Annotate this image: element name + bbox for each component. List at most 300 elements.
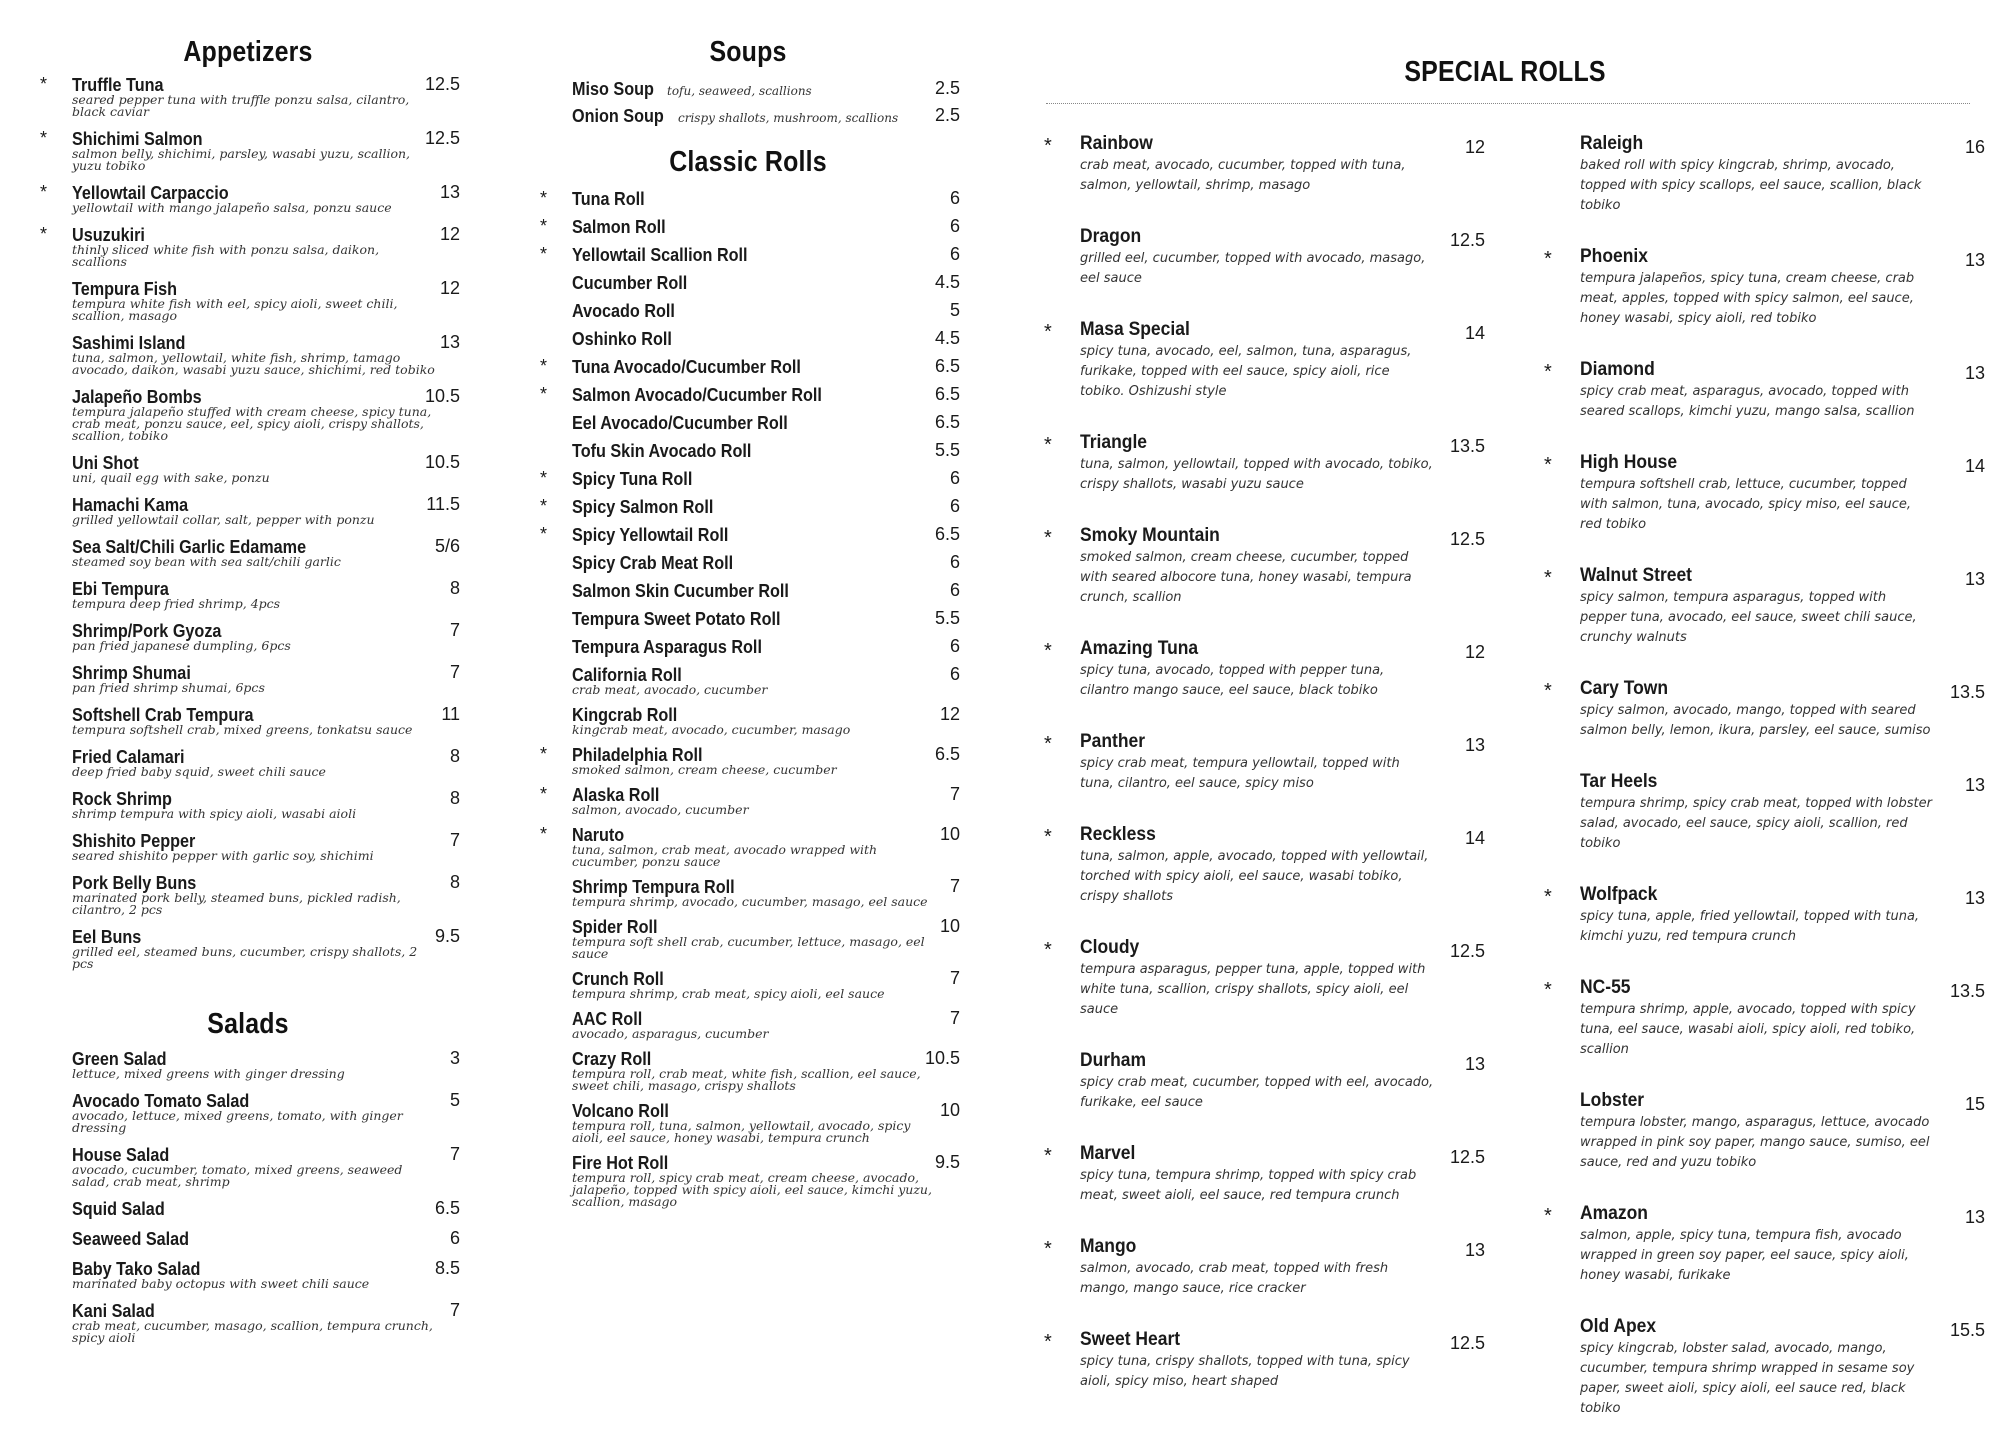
menu-item [1540, 243, 1985, 329]
menu-item [536, 965, 960, 1000]
item-name: Lobster [1580, 1090, 1645, 1111]
item-description: crab meat, avocado, cucumber [572, 682, 768, 697]
raw-fish-asterisk: * [540, 356, 548, 376]
raw-fish-asterisk: * [540, 468, 548, 488]
item-name: Rock Shrimp [72, 789, 172, 809]
item-price: 6.5 [434, 1198, 460, 1218]
item-price: 6.5 [934, 412, 960, 432]
item-name: Uni Shot [72, 453, 139, 473]
item-price: 6 [949, 216, 960, 236]
item-price: 13 [1964, 250, 1985, 270]
item-description: tempura softshell crab, mixed greens, tonkatsu sauce [72, 722, 413, 737]
item-price: 13 [1464, 1240, 1485, 1260]
menu-item [536, 325, 960, 348]
item-description: tempura jalapeño stuffed with cream cheese, spicy tuna, crab meat, ponzu sauce, eel, spicy aioli, crispy shallots, scallion, tobiko [72, 404, 432, 443]
item-price: 10.5 [424, 452, 460, 472]
item-name: Cloudy [1080, 937, 1140, 958]
item-price: 4.5 [934, 328, 960, 348]
item-name: Sea Salt/Chili Garlic Edamame [72, 537, 307, 557]
menu-item [36, 575, 460, 610]
item-price: 13.5 [1949, 682, 1985, 702]
raw-fish-asterisk: * [1044, 939, 1052, 961]
item-name: Mango [1080, 1236, 1137, 1257]
item-name: Salmon Avocado/Cucumber Roll [572, 385, 822, 405]
menu-item [536, 297, 960, 320]
item-price: 7 [449, 1144, 460, 1164]
item-description: tempura shrimp, spicy crab meat, topped with lobster salad, avocado, eel sauce, spicy aioli, scallion, red tobiko [1580, 796, 1932, 851]
item-description: spicy tuna, crispy shallots, topped with tuna, spicy aioli, spicy miso, heart shaped [1080, 1354, 1410, 1389]
item-name: Philadelphia Roll [572, 745, 703, 765]
appetizers-heading: Appetizers [183, 36, 313, 68]
item-description: spicy salmon, tempura asparagus, topped with pepper tuna, avocado, eel sauce, sweet chili sauce, crunchy walnuts [1580, 590, 1917, 645]
item-name: Phoenix [1580, 246, 1648, 267]
item-name: Sweet Heart [1080, 1329, 1181, 1350]
item-name: Shrimp Shumai [72, 663, 191, 683]
item-price: 13.5 [1949, 981, 1985, 1001]
raw-fish-asterisk: * [40, 128, 48, 148]
item-name: Fried Calamari [72, 747, 185, 767]
item-description: tempura shrimp, crab meat, spicy aioli, eel sauce [572, 986, 885, 1001]
item-description: tempura shrimp, avocado, cucumber, masago, eel sauce [572, 894, 928, 909]
menu-item [36, 617, 460, 652]
item-price: 8 [449, 578, 460, 598]
menu-item [36, 329, 460, 376]
menu-item [536, 381, 960, 404]
item-description: tuna, salmon, apple, avocado, topped with yellowtail, torched with spicy aioli, eel sauce, wasabi tobiko, crispy shallots [1080, 849, 1429, 904]
item-price: 9.5 [434, 926, 460, 946]
item-description: tempura roll, tuna, salmon, yellowtail, avocado, spicy aioli, eel sauce, honey wasabi, tempura crunch [572, 1118, 911, 1145]
item-name: Eel Buns [72, 927, 142, 947]
menu-item [536, 549, 960, 572]
menu-item [536, 353, 960, 376]
item-description: tuna, salmon, yellowtail, topped with avocado, tobiko, crispy shallots, wasabi yuzu sauce [1080, 457, 1433, 492]
item-description: crispy shallots, mushroom, scallions [677, 111, 899, 125]
item-price: 7 [949, 876, 960, 896]
item-price: 13 [1464, 735, 1485, 755]
menu-item [1040, 635, 1485, 701]
item-description: spicy crab meat, tempura yellowtail, topped with tuna, cilantro, eel sauce, spicy miso [1080, 756, 1400, 791]
item-name: Squid Salad [72, 1199, 165, 1219]
menu-item [1540, 356, 1985, 422]
item-description: tempura jalapeños, spicy tuna, cream cheese, crab meat, apples, topped with spicy salmon, eel sauce, honey wasabi, spicy aioli, red tobiko [1580, 271, 1915, 326]
item-price: 12 [939, 704, 960, 724]
raw-fish-asterisk: * [1044, 1238, 1052, 1260]
item-price: 6 [949, 552, 960, 572]
item-price: 3 [449, 1048, 460, 1068]
item-description: tempura roll, spicy crab meat, cream cheese, avocado, jalapeño, topped with spicy aioli, eel sauce, kimchi yuzu, scallion, masago [572, 1170, 932, 1209]
item-price: 7 [949, 1008, 960, 1028]
item-description: uni, quail egg with sake, ponzu [72, 470, 270, 485]
item-description: tempura softshell crab, lettuce, cucumber, topped with salmon, tuna, avocado, spicy miso, eel sauce, red tobiko [1580, 477, 1912, 532]
item-name: Dragon [1080, 226, 1142, 247]
item-price: 7 [449, 662, 460, 682]
item-price: 13.5 [1449, 436, 1485, 456]
item-description: tuna, salmon, crab meat, avocado wrapped with cucumber, ponzu sauce [572, 842, 878, 869]
item-name: Kingcrab Roll [572, 705, 678, 725]
menu-item [36, 179, 460, 214]
item-price: 12 [1464, 137, 1485, 157]
item-description: tempura shrimp, apple, avocado, topped with spicy tuna, eel sauce, wasabi aioli, spicy aioli, red tobiko, scallion [1580, 1002, 1916, 1057]
item-price: 11 [441, 704, 460, 724]
item-description: tuna, salmon, yellowtail, white fish, shrimp, tamago avocado, daikon, wasabi yuzu sauce, shichimi, red tobiko [72, 350, 435, 377]
item-description: smoked salmon, cream cheese, cucumber [572, 762, 837, 777]
menu-item [36, 1225, 460, 1248]
item-price: 8 [449, 872, 460, 892]
item-price: 16 [1964, 137, 1985, 157]
item-description: grilled eel, cucumber, topped with avocado, masago, eel sauce [1080, 251, 1426, 286]
raw-fish-asterisk: * [540, 384, 548, 404]
item-price: 12.5 [1449, 529, 1485, 549]
menu-item [1040, 728, 1485, 794]
item-price: 6 [949, 188, 960, 208]
item-description: tempura lobster, mango, asparagus, lettuce, avocado wrapped in pink soy paper, mango sauce, sumiso, eel sauce, red and yuzu tobiko [1580, 1115, 1930, 1170]
menu-item [536, 661, 960, 696]
item-name: Salmon Skin Cucumber Roll [572, 581, 789, 601]
item-name: Spider Roll [572, 917, 658, 937]
soups-list [536, 75, 960, 128]
item-name: California Roll [572, 665, 682, 685]
menu-item [36, 1045, 460, 1080]
menu-item [1540, 974, 1985, 1060]
item-description: pan fried shrimp shumai, 6pcs [72, 680, 265, 695]
menu-item [536, 213, 960, 236]
item-name: Seaweed Salad [72, 1229, 190, 1249]
menu-item [36, 1195, 460, 1218]
menu-item [536, 409, 960, 432]
appetizers-salads-column [36, 0, 460, 1351]
item-name: Truffle Tuna [72, 75, 164, 95]
dotted-divider [1046, 103, 1970, 104]
item-name: Tar Heels [1580, 771, 1658, 792]
item-name: Baby Tako Salad [72, 1259, 201, 1279]
raw-fish-asterisk: * [540, 784, 548, 804]
item-price: 4.5 [934, 272, 960, 292]
menu-item [1040, 130, 1485, 196]
item-price: 6 [949, 244, 960, 264]
item-price: 6 [949, 468, 960, 488]
item-name: Spicy Salmon Roll [572, 497, 714, 517]
item-price: 12.5 [1449, 230, 1485, 250]
item-name: High House [1580, 452, 1678, 473]
item-price: 2.5 [934, 78, 960, 98]
item-name: Amazon [1580, 1203, 1648, 1224]
item-price: 14 [1464, 323, 1485, 343]
item-description: yellowtail with mango jalapeño salsa, ponzu sauce [72, 200, 392, 215]
item-price: 6.5 [934, 524, 960, 544]
item-description: avocado, asparagus, cucumber [572, 1026, 769, 1041]
raw-fish-asterisk: * [540, 244, 548, 264]
item-name: Shrimp/Pork Gyoza [72, 621, 222, 641]
menu-item [536, 701, 960, 736]
raw-fish-asterisk: * [40, 74, 48, 94]
menu-item [536, 913, 960, 960]
item-name: Yellowtail Scallion Roll [572, 245, 748, 265]
item-name: Old Apex [1580, 1316, 1657, 1337]
item-name: Crunch Roll [572, 969, 664, 989]
menu-item [1540, 449, 1985, 535]
item-price: 2.5 [934, 105, 960, 125]
menu-item [1040, 934, 1485, 1020]
item-name: Tuna Avocado/Cucumber Roll [572, 357, 801, 377]
menu-item [36, 383, 460, 442]
soup-item [536, 102, 960, 128]
item-description: spicy kingcrab, lobster salad, avocado, mango, cucumber, tempura shrimp wrapped in sesame soy paper, sweet aioli, spicy aioli, eel sauce red, black tobiko [1580, 1341, 1915, 1416]
menu-item [1040, 821, 1485, 907]
item-description: spicy tuna, apple, fried yellowtail, topped with tuna, kimchi yuzu, red tempura crunch [1580, 909, 1920, 944]
item-name: Alaska Roll [572, 785, 660, 805]
item-description: pan fried japanese dumpling, 6pcs [72, 638, 291, 653]
item-description: steamed soy bean with sea salt/chili garlic [72, 554, 341, 569]
item-name: Oshinko Roll [572, 329, 672, 349]
menu-item [36, 1087, 460, 1134]
item-price: 15.5 [1949, 1320, 1985, 1340]
salads-list [36, 1045, 460, 1344]
item-description: avocado, lettuce, mixed greens, tomato, with ginger dressing [72, 1108, 403, 1135]
raw-fish-asterisk: * [1044, 826, 1052, 848]
item-description: spicy tuna, avocado, topped with pepper tuna, cilantro mango sauce, eel sauce, black tobiko [1080, 663, 1385, 698]
soups-classic-column [536, 0, 960, 1213]
item-description: salmon belly, shichimi, parsley, wasabi yuzu, scallion, yuzu tobiko [72, 146, 411, 173]
menu-item [536, 269, 960, 292]
item-name: Shichimi Salmon [72, 129, 203, 149]
menu-item [36, 71, 460, 118]
item-price: 13 [1964, 363, 1985, 383]
item-price: 13 [1464, 1054, 1485, 1074]
item-name: Salmon Roll [572, 217, 666, 237]
item-price: 10 [939, 1100, 960, 1120]
item-price: 15 [1964, 1094, 1985, 1114]
item-name: Durham [1080, 1050, 1147, 1071]
menu-item [536, 1149, 960, 1208]
item-price: 6.5 [934, 384, 960, 404]
item-price: 12.5 [424, 74, 460, 94]
classic-rolls-list [536, 185, 960, 1208]
raw-fish-asterisk: * [540, 496, 548, 516]
raw-fish-asterisk: * [1044, 527, 1052, 549]
item-price: 5/6 [434, 536, 460, 556]
menu-item [36, 701, 460, 736]
item-price: 12 [439, 278, 460, 298]
item-price: 10.5 [424, 386, 460, 406]
menu-item [1040, 1233, 1485, 1299]
item-name: Cucumber Roll [572, 273, 688, 293]
soup-item [536, 75, 960, 101]
menu-item [1040, 429, 1485, 495]
raw-fish-asterisk: * [40, 224, 48, 244]
item-description: salmon, apple, spicy tuna, tempura fish, avocado wrapped in green soy paper, eel sauce, spicy aioli, honey wasabi, furikake [1580, 1228, 1909, 1283]
raw-fish-asterisk: * [1544, 680, 1552, 702]
menu-item [1040, 1047, 1485, 1113]
menu-item [36, 275, 460, 322]
item-price: 12.5 [1449, 1333, 1485, 1353]
raw-fish-asterisk: * [1544, 567, 1552, 589]
menu-item [36, 125, 460, 172]
item-description: lettuce, mixed greens with ginger dressing [72, 1066, 345, 1081]
item-price: 6.5 [934, 356, 960, 376]
item-name: Fire Hot Roll [572, 1153, 669, 1173]
item-price: 12.5 [424, 128, 460, 148]
menu-item [536, 521, 960, 544]
item-description: tempura deep fried shrimp, 4pcs [72, 596, 281, 611]
raw-fish-asterisk: * [1544, 454, 1552, 476]
item-name: Crazy Roll [572, 1049, 652, 1069]
menu-item [536, 577, 960, 600]
raw-fish-asterisk: * [1544, 1205, 1552, 1227]
menu-item [36, 221, 460, 268]
menu-item [36, 869, 460, 916]
menu-item [1540, 1313, 1985, 1419]
item-name: Tuna Roll [572, 189, 645, 209]
menu-item [1540, 675, 1985, 741]
menu-item [536, 1097, 960, 1144]
item-price: 5.5 [934, 440, 960, 460]
item-name: Raleigh [1580, 133, 1644, 154]
raw-fish-asterisk: * [1044, 1145, 1052, 1167]
special-rolls-section [1040, 0, 1985, 1416]
item-name: Spicy Crab Meat Roll [572, 553, 734, 573]
item-description: crab meat, cucumber, masago, scallion, tempura crunch, spicy aioli [72, 1318, 433, 1345]
item-description: grilled yellowtail collar, salt, pepper with ponzu [72, 512, 375, 527]
item-description: tempura soft shell crab, cucumber, lettuce, masago, eel sauce [572, 934, 925, 961]
item-description: spicy crab meat, cucumber, topped with eel, avocado, furikake, eel sauce [1080, 1075, 1434, 1110]
item-name: Miso Soup [572, 79, 654, 99]
item-price: 6 [949, 636, 960, 656]
item-description: grilled eel, steamed buns, cucumber, crispy shallots, 2 pcs [72, 944, 418, 971]
item-price: 9.5 [934, 1152, 960, 1172]
menu-item [1540, 130, 1985, 216]
item-price: 7 [449, 830, 460, 850]
raw-fish-asterisk: * [1544, 248, 1552, 270]
item-description: spicy crab meat, asparagus, avocado, topped with seared scallops, kimchi yuzu, mango salsa, scallion [1580, 384, 1915, 419]
item-description: spicy tuna, avocado, eel, salmon, tuna, asparagus, furikake, topped with eel sauce, spicy aioli, rice tobiko. Oshizushi style [1080, 344, 1412, 399]
menu-item [536, 741, 960, 776]
item-name: Jalapeño Bombs [72, 387, 202, 407]
menu-item [536, 493, 960, 516]
item-price: 10.5 [924, 1048, 960, 1068]
item-name: Avocado Roll [572, 301, 675, 321]
special-rolls-heading: SPECIAL ROLLS [1404, 56, 1606, 88]
menu-item [1040, 522, 1485, 608]
item-name: Eel Avocado/Cucumber Roll [572, 413, 788, 433]
raw-fish-asterisk: * [1044, 135, 1052, 157]
item-price: 8 [449, 746, 460, 766]
item-name: Walnut Street [1580, 565, 1693, 586]
item-name: Smoky Mountain [1080, 525, 1220, 546]
item-name: Volcano Roll [572, 1101, 669, 1121]
item-name: Pork Belly Buns [72, 873, 197, 893]
item-price: 7 [949, 784, 960, 804]
item-price: 6.5 [934, 744, 960, 764]
item-description: shrimp tempura with spicy aioli, wasabi aioli [72, 806, 357, 821]
item-description: kingcrab meat, avocado, cucumber, masago [572, 722, 851, 737]
item-price: 8 [449, 788, 460, 808]
menu-item [1540, 562, 1985, 648]
item-name: Shrimp Tempura Roll [572, 877, 735, 897]
menu-item [536, 465, 960, 488]
item-description: thinly sliced white fish with ponzu salsa, daikon, scallions [72, 242, 380, 269]
special-rolls-left-list [1040, 130, 1485, 1419]
item-name: Spicy Tuna Roll [572, 469, 693, 489]
item-price: 12.5 [1449, 941, 1485, 961]
menu-item [536, 1045, 960, 1092]
item-name: Tempura Fish [72, 279, 178, 299]
item-price: 13 [439, 332, 460, 352]
item-price: 13 [1964, 775, 1985, 795]
item-name: Shishito Pepper [72, 831, 196, 851]
menu-item [36, 1255, 460, 1290]
item-description: smoked salmon, cream cheese, cucumber, topped with seared albocore tuna, honey wasabi, tempura crunch, scallion [1080, 550, 1412, 605]
item-name: Panther [1080, 731, 1146, 752]
item-description: salmon, avocado, cucumber [572, 802, 749, 817]
raw-fish-asterisk: * [540, 188, 548, 208]
item-name: Yellowtail Carpaccio [72, 183, 229, 203]
item-name: Tempura Sweet Potato Roll [572, 609, 781, 629]
menu-item [536, 633, 960, 656]
item-price: 5 [949, 300, 960, 320]
item-description: baked roll with spicy kingcrab, shrimp, avocado, topped with spicy scallops, eel sauce, scallion, black tobiko [1580, 158, 1922, 213]
menu-item [36, 1141, 460, 1188]
item-description: salmon, avocado, crab meat, topped with fresh mango, mango sauce, rice cracker [1080, 1261, 1389, 1296]
item-price: 7 [449, 620, 460, 640]
item-name: NC-55 [1580, 977, 1631, 998]
menu-item [536, 781, 960, 816]
item-name: Triangle [1080, 432, 1148, 453]
item-name: Softshell Crab Tempura [72, 705, 254, 725]
menu-item [1540, 1087, 1985, 1173]
item-price: 13 [1964, 888, 1985, 908]
menu-item [1540, 1200, 1985, 1286]
item-price: 10 [939, 824, 960, 844]
item-name: Tofu Skin Avocado Roll [572, 441, 752, 461]
item-name: Diamond [1580, 359, 1655, 380]
item-price: 6 [449, 1228, 460, 1248]
item-description: marinated baby octopus with sweet chili sauce [72, 1276, 370, 1291]
item-price: 6 [949, 664, 960, 684]
item-name: Rainbow [1080, 133, 1153, 154]
menu-item [536, 437, 960, 460]
menu-item [1540, 881, 1985, 947]
item-description: tofu, seaweed, scallions [667, 84, 812, 98]
menu-item [536, 821, 960, 868]
item-name: Usuzukiri [72, 225, 145, 245]
item-name: AAC Roll [572, 1009, 643, 1029]
item-description: spicy tuna, tempura shrimp, topped with spicy crab meat, sweet aioli, eel sauce, red tempura crunch [1080, 1168, 1417, 1203]
item-price: 12.5 [1449, 1147, 1485, 1167]
item-name: Amazing Tuna [1080, 638, 1199, 659]
item-price: 5 [449, 1090, 460, 1110]
menu-item [36, 785, 460, 820]
item-price: 13 [1964, 569, 1985, 589]
raw-fish-asterisk: * [1044, 434, 1052, 456]
raw-fish-asterisk: * [1044, 640, 1052, 662]
menu-item [536, 1005, 960, 1040]
item-description: tempura white fish with eel, spicy aioli, sweet chili, scallion, masago [72, 296, 398, 323]
menu-item [36, 533, 460, 568]
raw-fish-asterisk: * [540, 824, 548, 844]
item-name: Ebi Tempura [72, 579, 169, 599]
item-name: Masa Special [1080, 319, 1190, 340]
classic-rolls-heading: Classic Rolls [669, 146, 827, 178]
salads-heading: Salads [207, 1008, 289, 1040]
menu-item [536, 241, 960, 264]
menu-item [1040, 223, 1485, 289]
menu-item [36, 491, 460, 526]
menu-item [1040, 1326, 1485, 1392]
item-price: 12 [1464, 642, 1485, 662]
special-rolls-right-list [1540, 130, 1985, 1446]
menu-item [36, 449, 460, 484]
item-description: marinated pork belly, steamed buns, pickled radish, cilantro, 2 pcs [72, 890, 401, 917]
